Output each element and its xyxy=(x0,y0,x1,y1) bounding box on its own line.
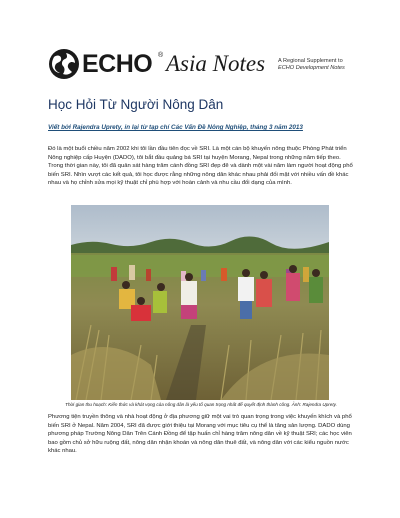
tagline-line-1: A Regional Supplement to xyxy=(278,58,343,64)
tagline-line-2: ECHO Development Notes xyxy=(278,65,345,71)
photo-caption: Thời gian thu hoạch: Kiến thức và khát vọng của nông dân là yếu tố quan trọng nhất để quyết định thành công. Ảnh: Rajendra Uprety. xyxy=(65,402,337,407)
publication-subtitle: Asia Notes xyxy=(166,51,266,76)
article-paragraph-2: Phương tiện truyền thông và nhà hoạt động ở địa phương giữ một vai trò quan trọng trong việc khuyến khích và phổ biến SRI ở Nepal. Năm 2004, SRI đã được giới thiệu tại Morang với mục tiêu cụ thể là tăng sản lượng. DADO dùng phương pháp Trường Nông Dân Trên Cánh Đồng để tập huấn chỉ hàng trăm nông dân về kỹ thuật SRI; các học viên bao gồm chủ sở hữu ruộng đất, nông dân nhận khoán và nông dân thuê đất, và nông dân với các kiểu nguồn nước khác nhau. xyxy=(48,414,352,455)
registered-mark: ® xyxy=(158,52,164,59)
brand-wordmark: ECHO xyxy=(82,50,153,78)
echo-globe-logo-icon xyxy=(48,48,80,80)
article-paragraph-1: Đó là một buổi chiều năm 2002 khi tôi lần đầu tiên đọc về SRI. Là một cán bộ khuyến nông thuộc Phòng Phát triển Nông nghiệp cấp Huyện (DADO), tôi bắt đầu quảng bá SRI tại huyện Morang, Nepal trong những năm tiếp theo. Trong thời gian này, tôi đã quản sát hàng trăm cánh đồng SRI đẹp đẽ và dành một vài năm làm người hoạt động phổ biến SRI. Nhìn vượt các kết quả, tôi học được rằng những nông dân khác nhau phải đối mặt với nhiều vấn đề khác nhau và họ chỉnh sửa mọi kỹ thuật chỉ phù hợp với hoàn cảnh và nhu cầu đối dạng của mình. xyxy=(48,146,353,187)
article-byline: Viết bởi Rajendra Uprety, in lại từ tạp chí Các Vấn Đề Nông Nghiệp, tháng 3 năm 2013 xyxy=(48,124,303,131)
article-title: Học Hỏi Từ Người Nông Dân xyxy=(48,97,224,112)
publication-tagline xyxy=(278,58,368,72)
masthead xyxy=(48,48,368,84)
rice-harvest-photo xyxy=(71,205,329,400)
